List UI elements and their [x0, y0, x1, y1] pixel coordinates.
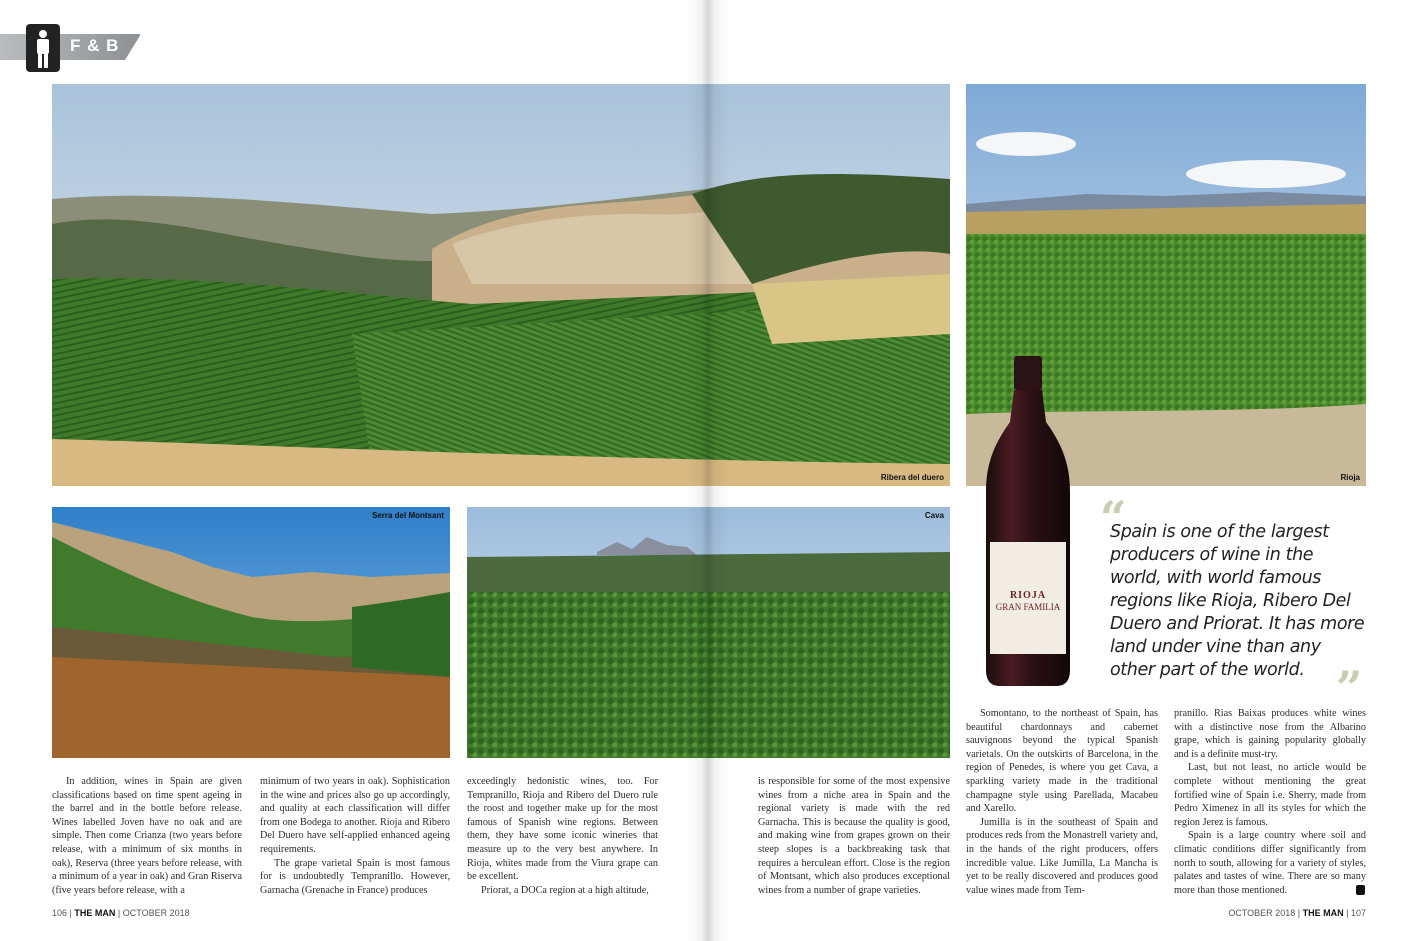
spine-shadow — [686, 0, 730, 941]
left-page-column-1 — [52, 775, 242, 897]
end-of-article-icon — [1356, 885, 1365, 895]
pull-quote: Spain is one of the largest producers of wine in the world, with world famous regions like Rioja, Ribero Del Duero and Priorat. It has more land under vine than any other part of the world. — [1110, 522, 1365, 680]
bottle-label-brand: RIOJA — [1009, 590, 1047, 601]
paragraph: Jumilla is in the southeast of Spain and produces reds from the Monastrell variety and, in the hands of the right producers, offers incredible value. Like Jumilla, La Mancha is yet to be really discovered and produces good value wines made from Tem- — [966, 816, 1158, 896]
section-label: F & B — [70, 36, 120, 55]
paragraph: Somontano, to the northeast of Spain, has beautiful chardonnays and cabernet sauvignons beyond the typical Spanish varietals. On the outskirts of Barcelona, in the region of Penedes, is where you get Cava, a sparkling variety made in the traditional champagne style using Parellada, Macabeu and Xarello. — [966, 708, 1158, 815]
photo-caption: Serra del Montsant — [371, 511, 444, 520]
paragraph: In addition, wines in Spain are given classifications based on time spent ageing in the barrel and in the bottle before release. Wines labelled Joven have no oak and are simple. Then come Crianza (two years before release, with a minimum of six months in oak), Reserva (three years before release, with a minimum of a year in oak) and Gran Riserva (five years before release, with a — [52, 776, 242, 896]
left-page-column-3 — [467, 775, 658, 897]
footer-separator: | — [1297, 908, 1301, 918]
ribera-del-duero-photo — [52, 84, 950, 486]
right-page-column-2 — [966, 707, 1158, 897]
paragraph: Spain is a large country where soil and climatic conditions differ significantly from north to south, allowing for a variety of styles, palates and tastes of wine. There are so many more than those mentioned. — [1174, 830, 1366, 896]
serra-del-montsant-photo — [52, 507, 450, 758]
photo-caption: Ribera del duero — [880, 473, 944, 482]
right-page-column-3 — [1174, 707, 1366, 897]
open-quote-icon: “ — [1100, 491, 1127, 545]
footer-separator: | — [69, 908, 72, 918]
paragraph: minimum of two years in oak). Sophistication in the wine and prices also go up accordingly, and quality at each classification will differ from one Bodega to another. Rioja and Ribero Del Duero have self-applied enhanced ageing requirements. — [260, 776, 450, 855]
magazine-name: THE MAN — [1302, 908, 1344, 918]
paragraph: Last, but not least, no article would be complete without mentioning the great fortified wine of Spain i.e. Sherry, made from Pedro Ximenez in all its styles for which the region Jerez is famous. — [1174, 762, 1366, 828]
paragraph: exceedingly hedonistic wines, too. For Tempranillo, Rioja and Ribero del Duero rule the roost and together make up for the most famous of Spanish wine regions. Between them, they have some iconic wineries that measure up to the very best anywhere. In Rioja, whites made from the Viura grape can be excellent. — [467, 776, 658, 883]
paragraph: The grape varietal Spain is most famous for is undoubtedly Tempranillo. However, Garnacha (Grenache in France) produces — [260, 857, 450, 896]
left-page-footer — [52, 908, 190, 918]
right-page-column-1 — [758, 775, 950, 897]
issue-date: OCTOBER 2018 — [1228, 908, 1296, 918]
right-page-footer — [1228, 908, 1366, 918]
issue-date: OCTOBER 2018 — [122, 908, 190, 918]
paragraph: Priorat, a DOCa region at a high altitude, — [481, 884, 649, 896]
close-quote-icon: ” — [1336, 661, 1363, 715]
footer-separator: | — [1346, 908, 1349, 918]
page-number: 106 — [52, 908, 68, 918]
page-number: 107 — [1350, 908, 1366, 918]
paragraph: is responsible for some of the most expensive wines from a niche area in Spain and the regional variety is made with the red Garnacha. This is because the quality is good, and making wine from grapes grown on their steep slopes is a backbreaking task that requires a herculean effort. Close is the region of Montsant, which also produces exceptional wines from a number of grape varieties. — [758, 776, 950, 896]
footer-separator: | — [117, 908, 121, 918]
wine-bottle-image — [976, 352, 1080, 692]
photo-caption: Rioja — [1340, 473, 1360, 482]
man-icon — [26, 24, 60, 72]
magazine-name: THE MAN — [74, 908, 116, 918]
paragraph: pranillo. Rias Baixas produces white wines with a distinctive nose from the Albarino grape, which is gaining popularity globally and is a definite must-try. — [1174, 708, 1366, 760]
left-page-column-2 — [260, 775, 450, 897]
photo-caption: Cava — [924, 511, 944, 520]
bottle-label-name: GRAN FAMILIA — [995, 602, 1061, 612]
